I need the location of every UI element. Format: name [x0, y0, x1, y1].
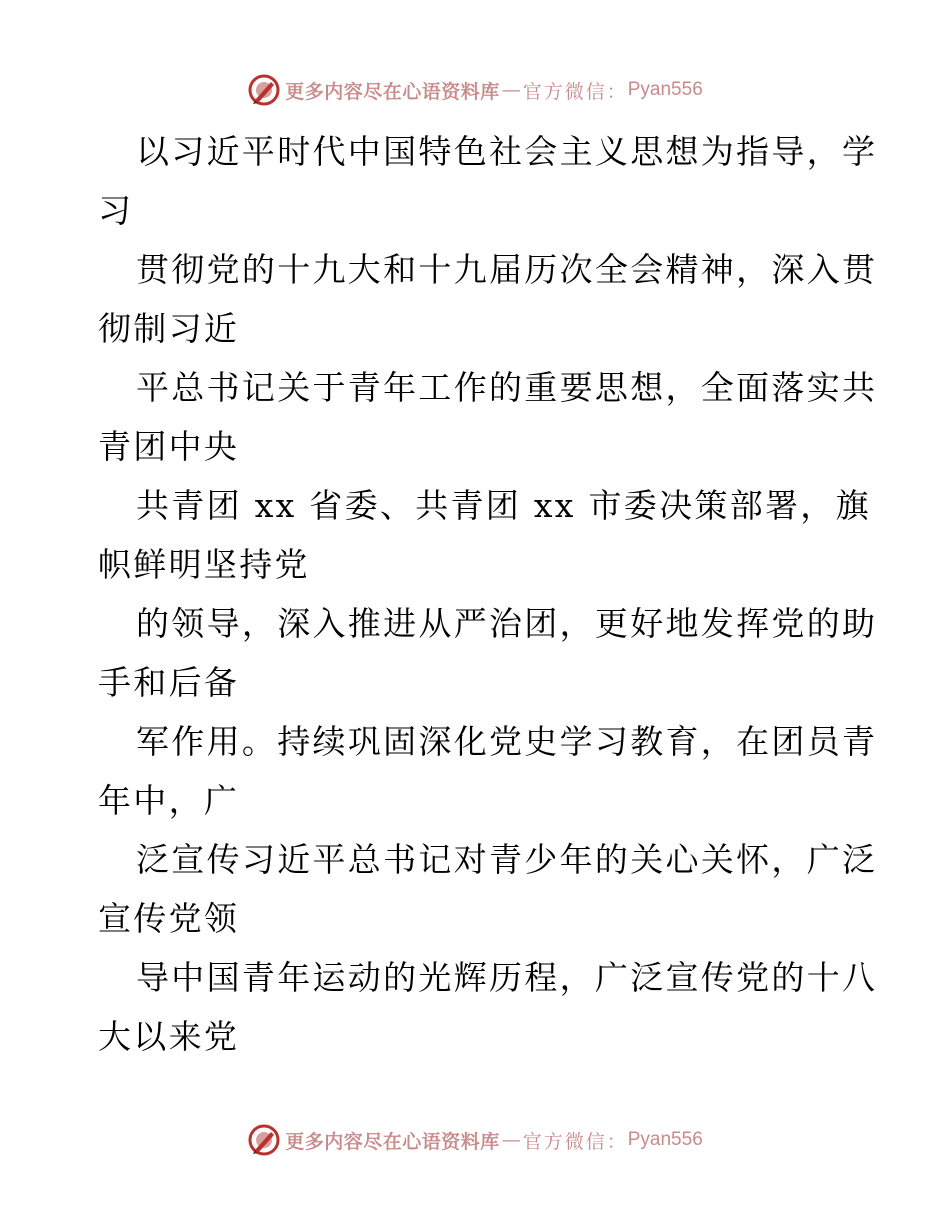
pen-logo-icon [247, 1123, 281, 1157]
body-line: 青团中央 [98, 427, 240, 466]
footer-wechat-id: Pyan556 [627, 1129, 703, 1150]
body-line: 帜鲜明坚持党 [98, 545, 310, 584]
footer-separator: — [501, 1129, 521, 1151]
body-line: 导中国青年运动的光辉历程，广泛宣传党的十八 [136, 958, 878, 997]
pen-logo-icon [247, 73, 281, 107]
header-separator: — [501, 79, 521, 101]
header-wechat-id: Pyan556 [627, 79, 703, 100]
body-line: 习 [98, 191, 134, 230]
body-line: 的领导，深入推进从严治团，更好地发挥党的助 [136, 604, 878, 643]
footer-banner [0, 1120, 950, 1160]
body-line: 手和后备 [98, 663, 240, 702]
footer-wechat-label: 官方微信： [522, 1130, 628, 1153]
document-body [98, 122, 878, 1066]
body-line: 宣传党领 [98, 899, 240, 938]
body-line: 年中，广 [98, 781, 240, 820]
header-wechat-label: 官方微信： [522, 80, 628, 103]
body-line: 军作用。持续巩固深化党史学习教育，在团员青 [136, 722, 878, 761]
header-site-text: 更多内容尽在心语资料库 [285, 80, 500, 103]
body-line: 泛宣传习近平总书记对青少年的关心关怀，广泛 [136, 840, 878, 879]
body-line: 以习近平时代中国特色社会主义思想为指导，学 [136, 132, 878, 171]
footer-site-text: 更多内容尽在心语资料库 [285, 1130, 500, 1153]
body-line: 共青团 xx 省委、共青团 xx 市委决策部署，旗 [136, 486, 871, 525]
body-line: 贯彻党的十九大和十九届历次全会精神，深入贯 [136, 250, 878, 289]
header-banner [0, 70, 950, 110]
body-line: 大以来党 [98, 1017, 240, 1056]
body-line: 彻制习近 [98, 309, 240, 348]
body-line: 平总书记关于青年工作的重要思想，全面落实共 [136, 368, 878, 407]
